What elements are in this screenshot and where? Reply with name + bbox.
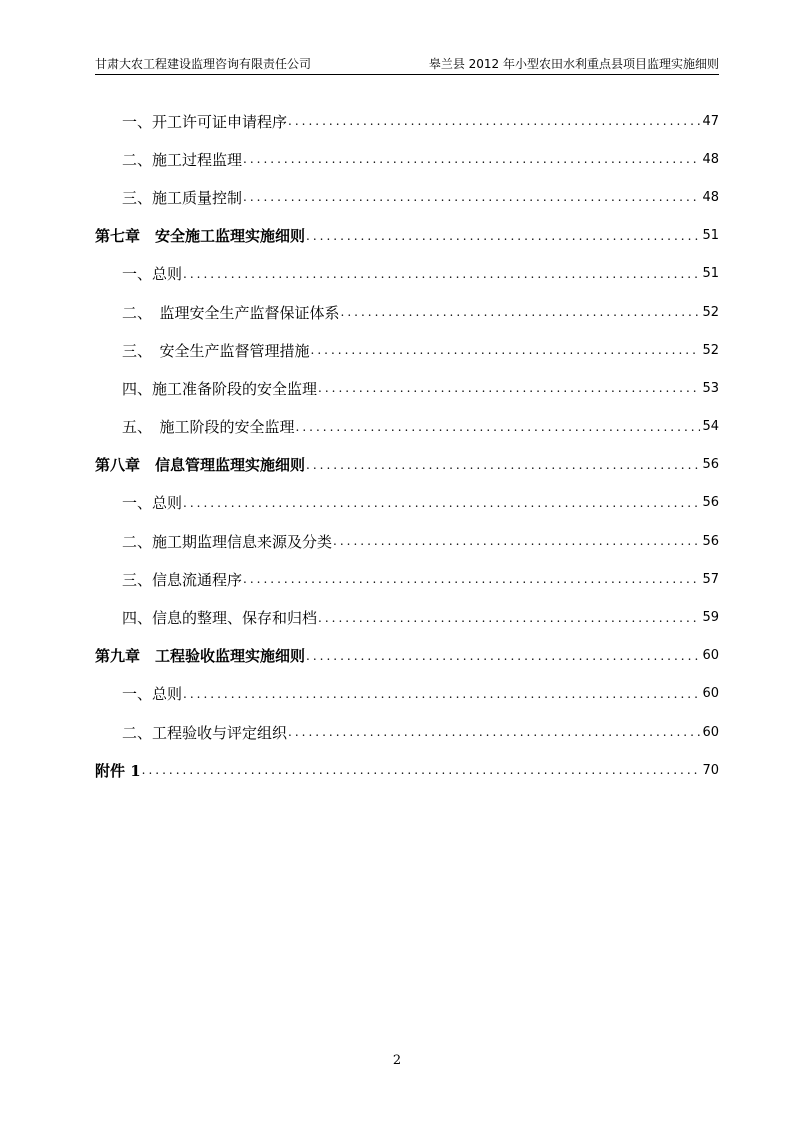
toc-entry-page: 47 [702, 113, 719, 129]
toc-entry-page: 60 [702, 648, 719, 664]
toc-chapter-entry[interactable] [95, 217, 719, 255]
page-number: 2 [392, 1053, 402, 1068]
toc-section-entry[interactable] [95, 522, 719, 560]
toc-dot-leader [243, 190, 700, 204]
header-company: 甘肃大农工程建设监理咨询有限责任公司 [95, 57, 312, 71]
toc-section-entry[interactable] [95, 713, 719, 751]
toc-chapter-entry[interactable] [95, 446, 719, 484]
toc-entry-page: 59 [702, 610, 719, 626]
toc-dot-leader [306, 649, 700, 663]
toc-entry-page: 60 [702, 686, 719, 702]
toc-section-entry[interactable] [95, 484, 719, 522]
toc-entry-page: 70 [702, 762, 719, 778]
toc-entry-title: 二、施工期监理信息来源及分类 [122, 532, 333, 551]
toc-section-entry[interactable] [95, 178, 719, 216]
toc-entry-title: 一、总则 [122, 265, 183, 284]
toc-dot-leader [288, 114, 700, 128]
toc-dot-leader [183, 496, 700, 510]
toc-entry-title: 一、总则 [122, 685, 183, 704]
toc-section-entry[interactable] [95, 331, 719, 369]
toc-dot-leader [243, 572, 700, 586]
toc-entry-page: 51 [702, 228, 719, 244]
toc-entry-title: 一、开工许可证申请程序 [122, 112, 288, 131]
toc-dot-leader [288, 725, 700, 739]
toc-entry-title: 二、 监理安全生产监督保证体系 [122, 303, 340, 322]
toc-entry-page: 48 [702, 189, 719, 205]
toc-entry-page: 53 [702, 380, 719, 396]
toc-dot-leader [306, 229, 700, 243]
toc-entry-page: 54 [702, 419, 719, 435]
toc-dot-leader [296, 420, 701, 434]
toc-section-entry[interactable] [95, 369, 719, 407]
toc-section-entry[interactable] [95, 560, 719, 598]
toc-section-entry[interactable] [95, 293, 719, 331]
toc-dot-leader [311, 343, 701, 357]
toc-dot-leader [318, 381, 700, 395]
toc-entry-title: 五、 施工阶段的安全监理 [122, 418, 295, 437]
toc-dot-leader [183, 687, 700, 701]
toc-entry-title: 二、工程验收与评定组织 [122, 723, 288, 742]
header-document-title: 皋兰县 2012 年小型农田水利重点县项目监理实施细则 [428, 57, 719, 71]
table-of-contents [95, 102, 719, 789]
toc-section-entry[interactable] [95, 102, 719, 140]
toc-entry-title: 一、总则 [122, 494, 183, 513]
toc-entry-title: 第七章 安全施工监理实施细则 [95, 227, 306, 246]
toc-chapter-entry[interactable] [95, 637, 719, 675]
toc-entry-page: 56 [702, 495, 719, 511]
toc-entry-title: 附件 1 [95, 761, 141, 780]
toc-entry-page: 52 [702, 342, 719, 358]
toc-entry-page: 60 [702, 724, 719, 740]
toc-entry-page: 52 [702, 304, 719, 320]
toc-entry-page: 56 [702, 457, 719, 473]
toc-entry-title: 三、 安全生产监督管理措施 [122, 341, 310, 360]
toc-entry-page: 57 [702, 571, 719, 587]
toc-entry-title: 第九章 工程验收监理实施细则 [95, 647, 306, 666]
toc-entry-title: 三、施工质量控制 [122, 188, 243, 207]
toc-entry-title: 四、施工准备阶段的安全监理 [122, 379, 318, 398]
toc-entry-title: 四、信息的整理、保存和归档 [122, 609, 318, 628]
toc-dot-leader [341, 305, 701, 319]
toc-entry-title: 二、施工过程监理 [122, 150, 243, 169]
toc-dot-leader [142, 763, 701, 777]
toc-section-entry[interactable] [95, 675, 719, 713]
toc-section-entry[interactable] [95, 140, 719, 178]
toc-entry-title: 第八章 信息管理监理实施细则 [95, 456, 306, 475]
toc-entry-page: 56 [702, 533, 719, 549]
page-header [95, 56, 719, 75]
toc-dot-leader [333, 534, 700, 548]
toc-chapter-entry[interactable] [95, 751, 719, 789]
toc-dot-leader [183, 267, 700, 281]
toc-entry-page: 48 [702, 151, 719, 167]
toc-entry-page: 51 [702, 266, 719, 282]
toc-dot-leader [318, 611, 700, 625]
toc-section-entry[interactable] [95, 598, 719, 636]
toc-section-entry[interactable] [95, 255, 719, 293]
toc-dot-leader [243, 152, 700, 166]
toc-dot-leader [306, 458, 700, 472]
toc-section-entry[interactable] [95, 408, 719, 446]
toc-entry-title: 三、信息流通程序 [122, 570, 243, 589]
